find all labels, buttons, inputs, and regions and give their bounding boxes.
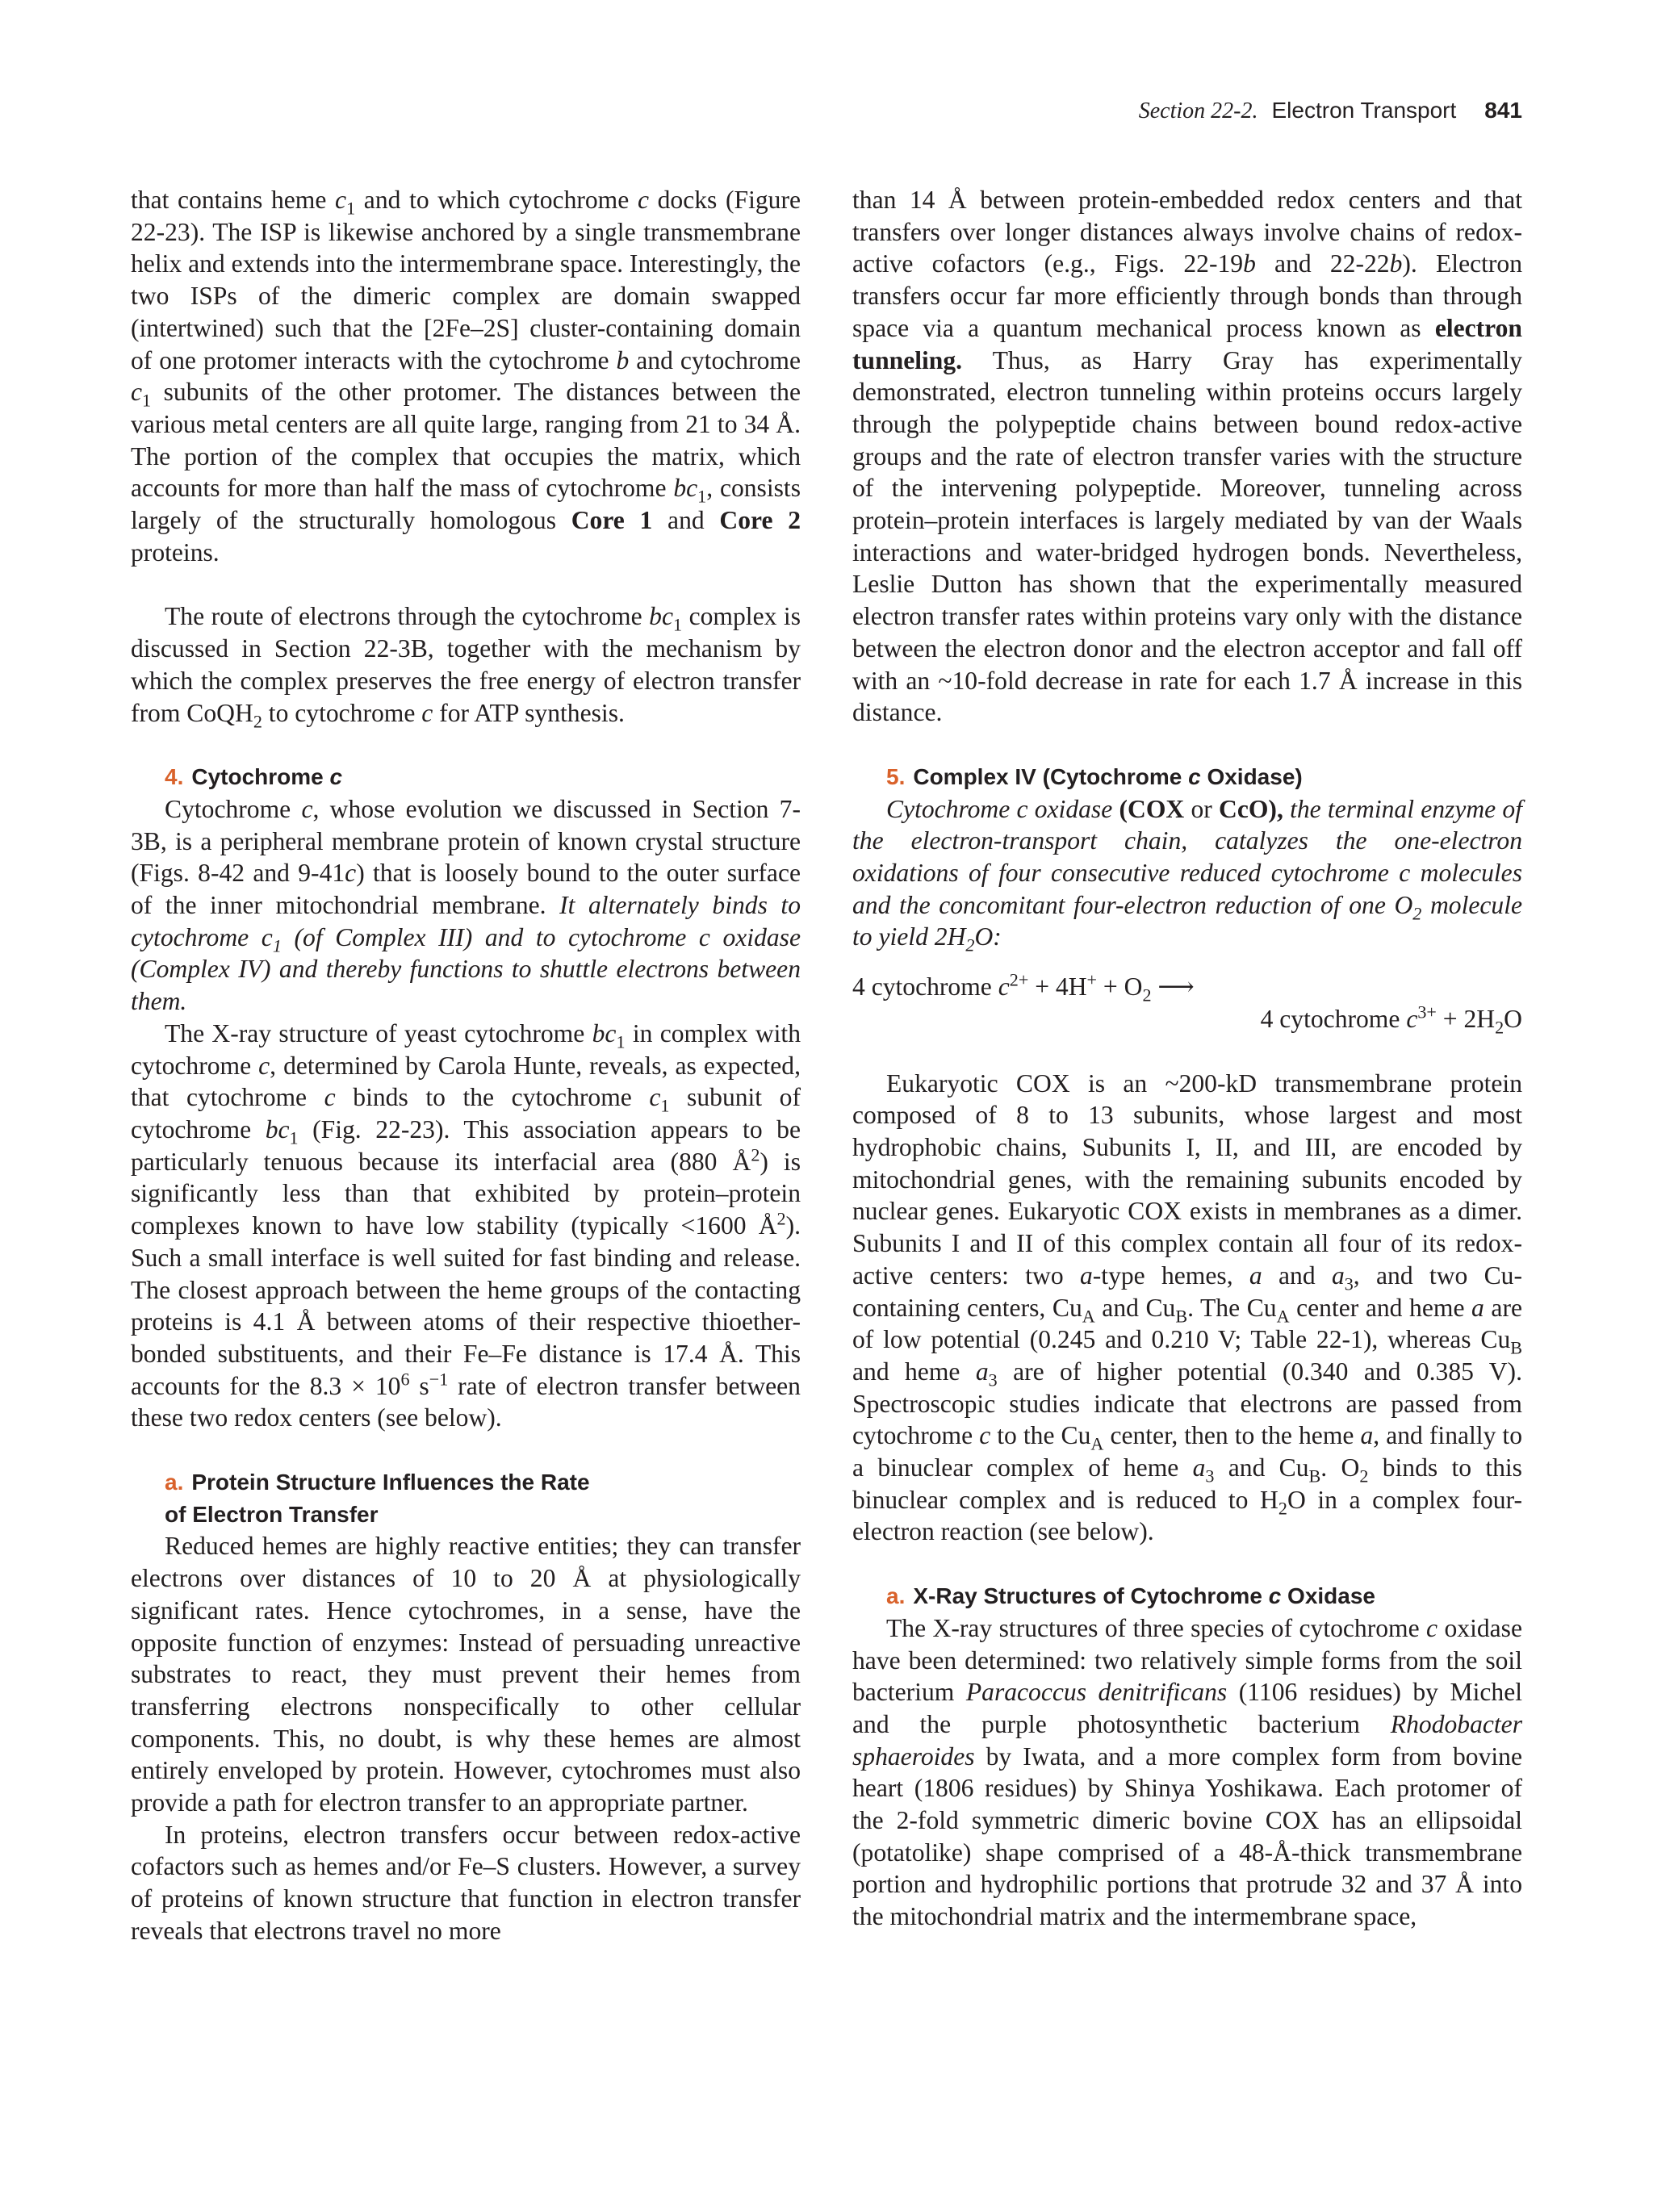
paragraph: The X-ray structures of three species of cytochrome c oxidase have been determined: two relatively simple forms from the soil bacterium Paracoccus denitrificans (1106 residues) by Michel and the purple photosynthetic bacterium Rhodobacter sphaeroides by Iwata, and a more complex form from bovine heart (1806 residues) by Shinya Yoshikawa. Each protomer of the 2-fold symmetric dimeric bovine COX has an ellipsoidal (potatolike) shape comprised of a 48-Å-thick transmembrane portion and hydrophilic portions that protrude 32 and 37 Å into the mitochondrial matrix and the intermembrane space, <box>852 1613 1522 1931</box>
heading-title-line1: Protein Structure Influences the Rate <box>191 1470 590 1495</box>
section-title: Electron Transport <box>1271 98 1457 123</box>
section-heading <box>852 761 1522 793</box>
paragraph: In proteins, electron transfers occur between redox-active cofactors such as hemes and/or Fe–S clusters. However, a survey of proteins of known structure that function in electron transfer reveals that electrons travel no more <box>131 1820 801 1945</box>
section-heading <box>131 761 801 793</box>
left-column <box>131 184 801 1947</box>
heading-number: 4. <box>165 764 184 790</box>
subsection-heading <box>852 1580 1522 1612</box>
heading-number: 5. <box>886 763 906 789</box>
heading-letter: a. <box>886 1583 906 1609</box>
heading-title: Cytochrome c <box>191 764 343 790</box>
subsection-heading <box>131 1466 801 1530</box>
heading-title-line2: of Electron Transfer <box>165 1501 379 1527</box>
page-number: 841 <box>1484 98 1522 123</box>
paragraph: The route of electrons through the cytochrome $bc_1$ complex is discussed in Section 22-3B, together with the mechanism by which the complex preserves the free energy of electron transfer from CoQH$_2$ to cytochrome c for ATP synthesis. <box>131 602 801 731</box>
right-column <box>852 184 1522 1933</box>
paragraph: Reduced hemes are highly reactive entities; they can transfer electrons over distances of 10 to 20 Å at physiologically significant rates. Hence cytochromes, in a sense, have the opposite function of enzymes: Instead of persuading unreactive substrates to react, they must prevent their hemes from transferring electrons nonspecifically to other cellular components. This, no doubt, is why these hemes are almost entirely enveloped by protein. However, cytochromes must also provide a path for electron transfer to an appropriate partner. <box>131 1532 801 1817</box>
paragraph: Cytochrome c, whose evolution we discussed in Section 7-3B, is a peripheral membrane protein of known crystal structure (Figs. 8-42 and 9-41c) that is loosely bound to the outer surface of the inner mitochondrial membrane. It alternately binds to cytochrome $c_1$ (of Complex III) and to cytochrome c oxidase (Complex IV) and thereby functions to shuttle electrons between them. <box>131 794 801 1016</box>
heading-title: X-Ray Structures of Cytochrome c Oxidase <box>913 1583 1375 1609</box>
equation-right-side: 4 cytochrome $c^{3+} + 2H_2O$ <box>1260 1001 1522 1038</box>
heading-letter: a. <box>165 1470 184 1495</box>
paragraph: The X-ray structure of yeast cytochrome $bc_1$ in complex with cytochrome c, determined by Carola Hunte, reveals, as expected, that cytochrome c binds to the cytochrome $c_1$ subunit of cytochrome $bc_1$ (Fig. 22-23). This association appears to be particularly tenuous because its interfacial area (880 $Å^2$) is significantly less than that exhibited by protein–protein complexes known to have low stability (typically <1600 $Å^2$). Such a small interface is well suited for fast binding and release. The closest approach between the heme groups of the contacting proteins is 4.1 Å between atoms of their respective thioether-bonded substituents, and their Fe–Fe distance is 17.4 Å. This accounts for the $8.3 \times 10^6$ $s^{-1}$ rate of electron transfer between these two redox centers (see below). <box>131 1018 801 1432</box>
running-head <box>1139 99 1522 123</box>
section-label: Section 22-2. <box>1138 98 1258 123</box>
reaction-equation <box>852 969 1522 1038</box>
paragraph-italic-summary: Cytochrome c oxidase (COX or CcO), the terminal enzyme of the electron-transport chain, catalyzes the one-electron oxidations of four consecutive reduced cytochrome c molecules and the concomitant four-electron reduction of one $O_2$ molecule to yield $2H_2O$: <box>852 794 1522 955</box>
paragraph: Eukaryotic COX is an ~200-kD transmembrane protein composed of 8 to 13 subunits, whose largest and most hydrophobic chains, Subunits I, II, and III, are encoded by mitochondrial genes, with the remaining subunits encoded by nuclear genes. Eukaryotic COX exists in membranes as a dimer. Subunits I and II of this complex contain all four of its redox-active centers: two a-type hemes, a and $a_3$, and two Cu-containing centers, $Cu_A$ and $Cu_B$. The $Cu_A$ center and heme a are of low potential (0.245 and 0.210 V; Table 22-1), whereas $Cu_B$ and heme $a_3$ are of higher potential (0.340 and 0.385 V). Spectroscopic studies indicate that electrons are passed from cytochrome c to the $Cu_A$ center, then to the heme a, and finally to a binuclear complex of heme $a_3$ and $Cu_B$. $O_2$ binds to this binuclear complex and is reduced to $H_2O$ in a complex four-electron reaction (see below). <box>852 1068 1523 1546</box>
paragraph: that contains heme $c_1$ and to which cytochrome c docks (Figure 22-23). The ISP is likewise anchored by a single transmembrane helix and extends into the intermembrane space. Interestingly, the two ISPs of the dimeric complex are domain swapped (intertwined) such that the [2Fe–2S] cluster-containing domain of one protomer interacts with the cytochrome b and cytochrome $c_1$ subunits of the other protomer. The distances between the various metal centers are all quite large, ranging from 21 to 34 Å. The portion of the complex that occupies the matrix, which accounts for more than half the mass of cytochrome $bc_1$, consists largely of the structurally homologous Core 1 and Core 2 proteins. <box>131 186 801 567</box>
equation-left-side: 4 cytochrome $c^{2+} + 4H^+ + O_2$ ⟶ <box>852 969 1195 1006</box>
paragraph: than 14 Å between protein-embedded redox centers and that transfers over longer distances always involve chains of redox-active cofactors (e.g., Figs. 22-19b and 22-22b). Electron transfers occur far more efficiently through bonds than through space via a quantum mechanical process known as electron tunneling. Thus, as Harry Gray has experimentally demonstrated, electron tunneling within proteins occurs largely through the polypeptide chains between bound redox-active groups and the rate of electron transfer varies with the structure of the intervening polypeptide. Moreover, tunneling across protein–protein interfaces is largely mediated by van der Waals interactions and water-bridged hydrogen bonds. Nevertheless, Leslie Dutton has shown that the experimentally measured electron transfer rates within proteins vary only with the distance between the electron donor and the electron acceptor and fall off with an ~10-fold decrease in rate for each 1.7 Å increase in this distance. <box>852 186 1523 727</box>
heading-title: Complex IV (Cytochrome c Oxidase) <box>913 763 1303 789</box>
